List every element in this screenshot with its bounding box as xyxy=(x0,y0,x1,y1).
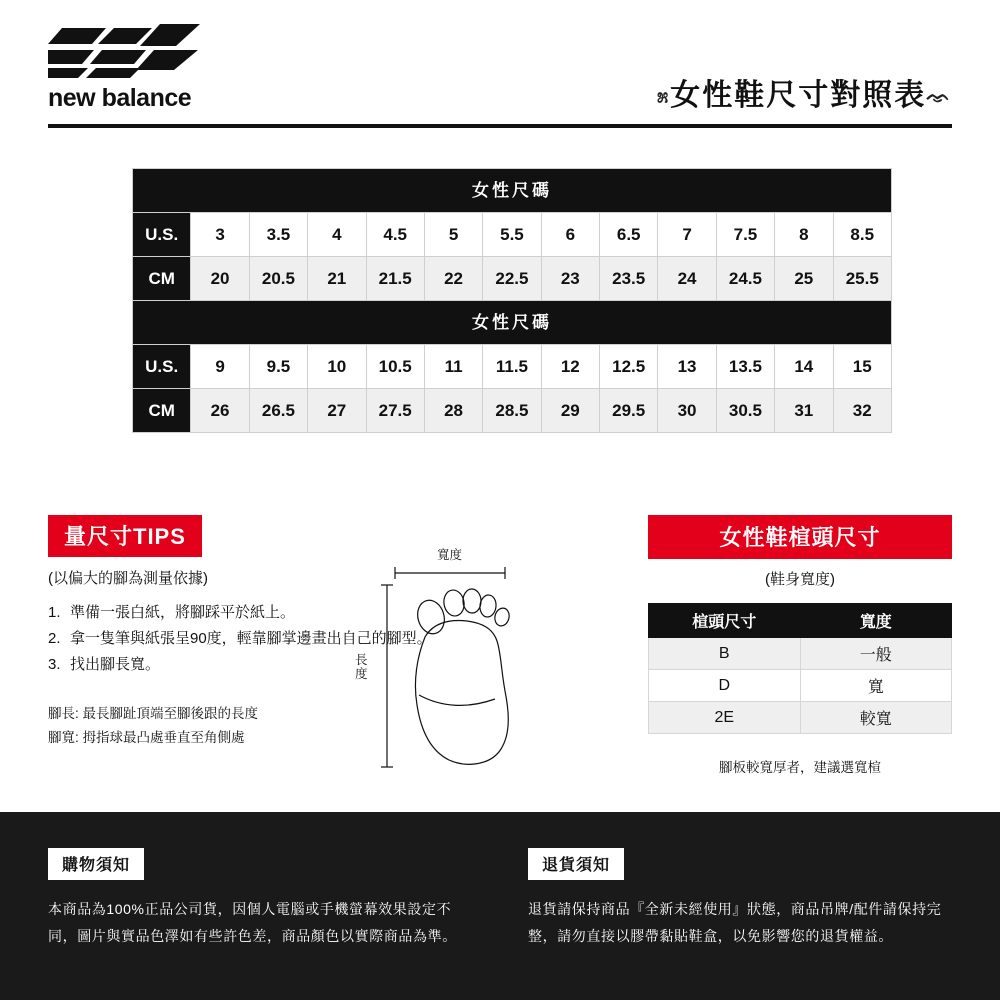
cell: 8 xyxy=(775,213,833,257)
cell: 10 xyxy=(308,345,366,389)
cell: 9 xyxy=(191,345,249,389)
cell: D xyxy=(649,670,801,702)
header-divider xyxy=(48,124,952,128)
cell: 5 xyxy=(424,213,482,257)
footer-return-notice xyxy=(528,848,958,950)
foot-outline-icon xyxy=(355,545,585,785)
cell: 15 xyxy=(833,345,892,389)
cell: 28.5 xyxy=(483,389,541,433)
cell: 20 xyxy=(191,257,249,301)
cell: 一般 xyxy=(800,638,952,670)
cell: 22 xyxy=(424,257,482,301)
table-row xyxy=(133,389,892,433)
cell: 13 xyxy=(658,345,716,389)
toebox-table xyxy=(648,603,952,734)
page-title xyxy=(657,70,952,114)
cell: 23 xyxy=(541,257,599,301)
footer-shopping-notice xyxy=(48,848,478,950)
cell: 25.5 xyxy=(833,257,892,301)
row-label-cm: CM xyxy=(133,257,191,301)
footer-shopping-body: 本商品為100%正品公司貨，因個人電腦或手機螢幕效果設定不同，圖片與實品色澤如有些許色差，商品顏色以實際商品為準。 xyxy=(48,901,457,944)
cell: 27 xyxy=(308,389,366,433)
foot-measure-diagram xyxy=(355,545,585,785)
toebox-note: 腳板較寬厚者，建議選寬楦 xyxy=(719,760,881,775)
diagram-width-label: 寬度 xyxy=(437,548,463,562)
table-row xyxy=(649,638,952,670)
cell: 25 xyxy=(775,257,833,301)
cell: 29.5 xyxy=(600,389,658,433)
column-header-width: 寬度 xyxy=(800,604,952,638)
cell: 寬 xyxy=(800,670,952,702)
table-header-row xyxy=(649,604,952,638)
step-number: 1. xyxy=(48,604,61,621)
cell: 7.5 xyxy=(716,213,774,257)
footer-return-heading: 退貨須知 xyxy=(528,848,624,880)
size-chart xyxy=(132,168,892,433)
brand-wordmark: new balance xyxy=(48,84,192,112)
note-foot-length: 腳長: 最長腳趾頂端至腳後跟的長度 xyxy=(48,706,259,721)
cell: 20.5 xyxy=(249,257,307,301)
column-header-size: 楦頭尺寸 xyxy=(649,604,801,638)
cell: 21.5 xyxy=(366,257,424,301)
row-label-us: U.S. xyxy=(133,345,191,389)
step-number: 2. xyxy=(48,630,61,647)
cell: 12 xyxy=(541,345,599,389)
cell: 23.5 xyxy=(600,257,658,301)
brand-logo xyxy=(48,22,268,112)
cell: 12.5 xyxy=(600,345,658,389)
cell: 24.5 xyxy=(716,257,774,301)
size-table-1 xyxy=(132,168,892,433)
cell: 32 xyxy=(833,389,892,433)
cell: 6 xyxy=(541,213,599,257)
cell: 5.5 xyxy=(483,213,541,257)
step-number: 3. xyxy=(48,656,61,673)
step-text: 找出腳長寬。 xyxy=(70,656,161,673)
cell: 8.5 xyxy=(833,213,892,257)
cell: 27.5 xyxy=(366,389,424,433)
cell: 26 xyxy=(191,389,249,433)
cell: 29 xyxy=(541,389,599,433)
title-decoration-left: ೫ xyxy=(657,85,671,108)
cell: 26.5 xyxy=(249,389,307,433)
cell: 9.5 xyxy=(249,345,307,389)
step-text: 準備一張白紙，將腳踩平於紙上。 xyxy=(70,604,296,621)
measure-tips-subtitle: (以偏大的腳為測量依據) xyxy=(48,570,208,587)
cell: 3.5 xyxy=(249,213,307,257)
toebox-title: 女性鞋楦頭尺寸 xyxy=(648,515,952,559)
cell: 4.5 xyxy=(366,213,424,257)
table-row xyxy=(133,257,892,301)
toebox-subtitle: (鞋身寬度) xyxy=(765,571,835,588)
cell: 14 xyxy=(775,345,833,389)
row-label-us: U.S. xyxy=(133,213,191,257)
cell: 2E xyxy=(649,702,801,734)
cell: 4 xyxy=(308,213,366,257)
table-row xyxy=(133,213,892,257)
page-footer xyxy=(0,812,1000,1000)
page-title-text: 女性鞋尺寸對照表 xyxy=(670,79,927,112)
new-balance-n-logo xyxy=(48,22,248,82)
cell: 24 xyxy=(658,257,716,301)
cell: 11 xyxy=(424,345,482,389)
table-row xyxy=(649,670,952,702)
table-row xyxy=(649,702,952,734)
cell: 28 xyxy=(424,389,482,433)
table-row xyxy=(133,345,892,389)
size-table-2-band: 女性尺碼 xyxy=(133,301,892,345)
cell: 21 xyxy=(308,257,366,301)
footer-return-body: 退貨請保持商品『全新未經使用』狀態，商品吊牌/配件請保持完整，請勿直接以膠帶黏貼鞋盒，以免影響您的退貨權益。 xyxy=(528,901,942,944)
measure-tips-title: 量尺寸TIPS xyxy=(48,515,202,557)
diagram-height-label: 長度 xyxy=(355,653,368,681)
cell: 13.5 xyxy=(716,345,774,389)
cell: 22.5 xyxy=(483,257,541,301)
cell: 30.5 xyxy=(716,389,774,433)
cell: B xyxy=(649,638,801,670)
page-header xyxy=(0,0,1000,128)
note-foot-width: 腳寬: 拇指球最凸處垂直至角側處 xyxy=(48,730,245,745)
toebox-width-section xyxy=(648,515,952,776)
cell: 7 xyxy=(658,213,716,257)
row-label-cm: CM xyxy=(133,389,191,433)
cell: 10.5 xyxy=(366,345,424,389)
cell: 6.5 xyxy=(600,213,658,257)
cell: 較寬 xyxy=(800,702,952,734)
cell: 11.5 xyxy=(483,345,541,389)
size-table-1-band: 女性尺碼 xyxy=(133,169,892,213)
step-text: 拿一隻筆與紙張呈90度，輕靠腳掌邊畫出自己的腳型。 xyxy=(70,630,432,647)
cell: 3 xyxy=(191,213,249,257)
title-decoration-right: ᨎ xyxy=(926,85,952,108)
cell: 30 xyxy=(658,389,716,433)
cell: 31 xyxy=(775,389,833,433)
footer-shopping-heading: 購物須知 xyxy=(48,848,144,880)
